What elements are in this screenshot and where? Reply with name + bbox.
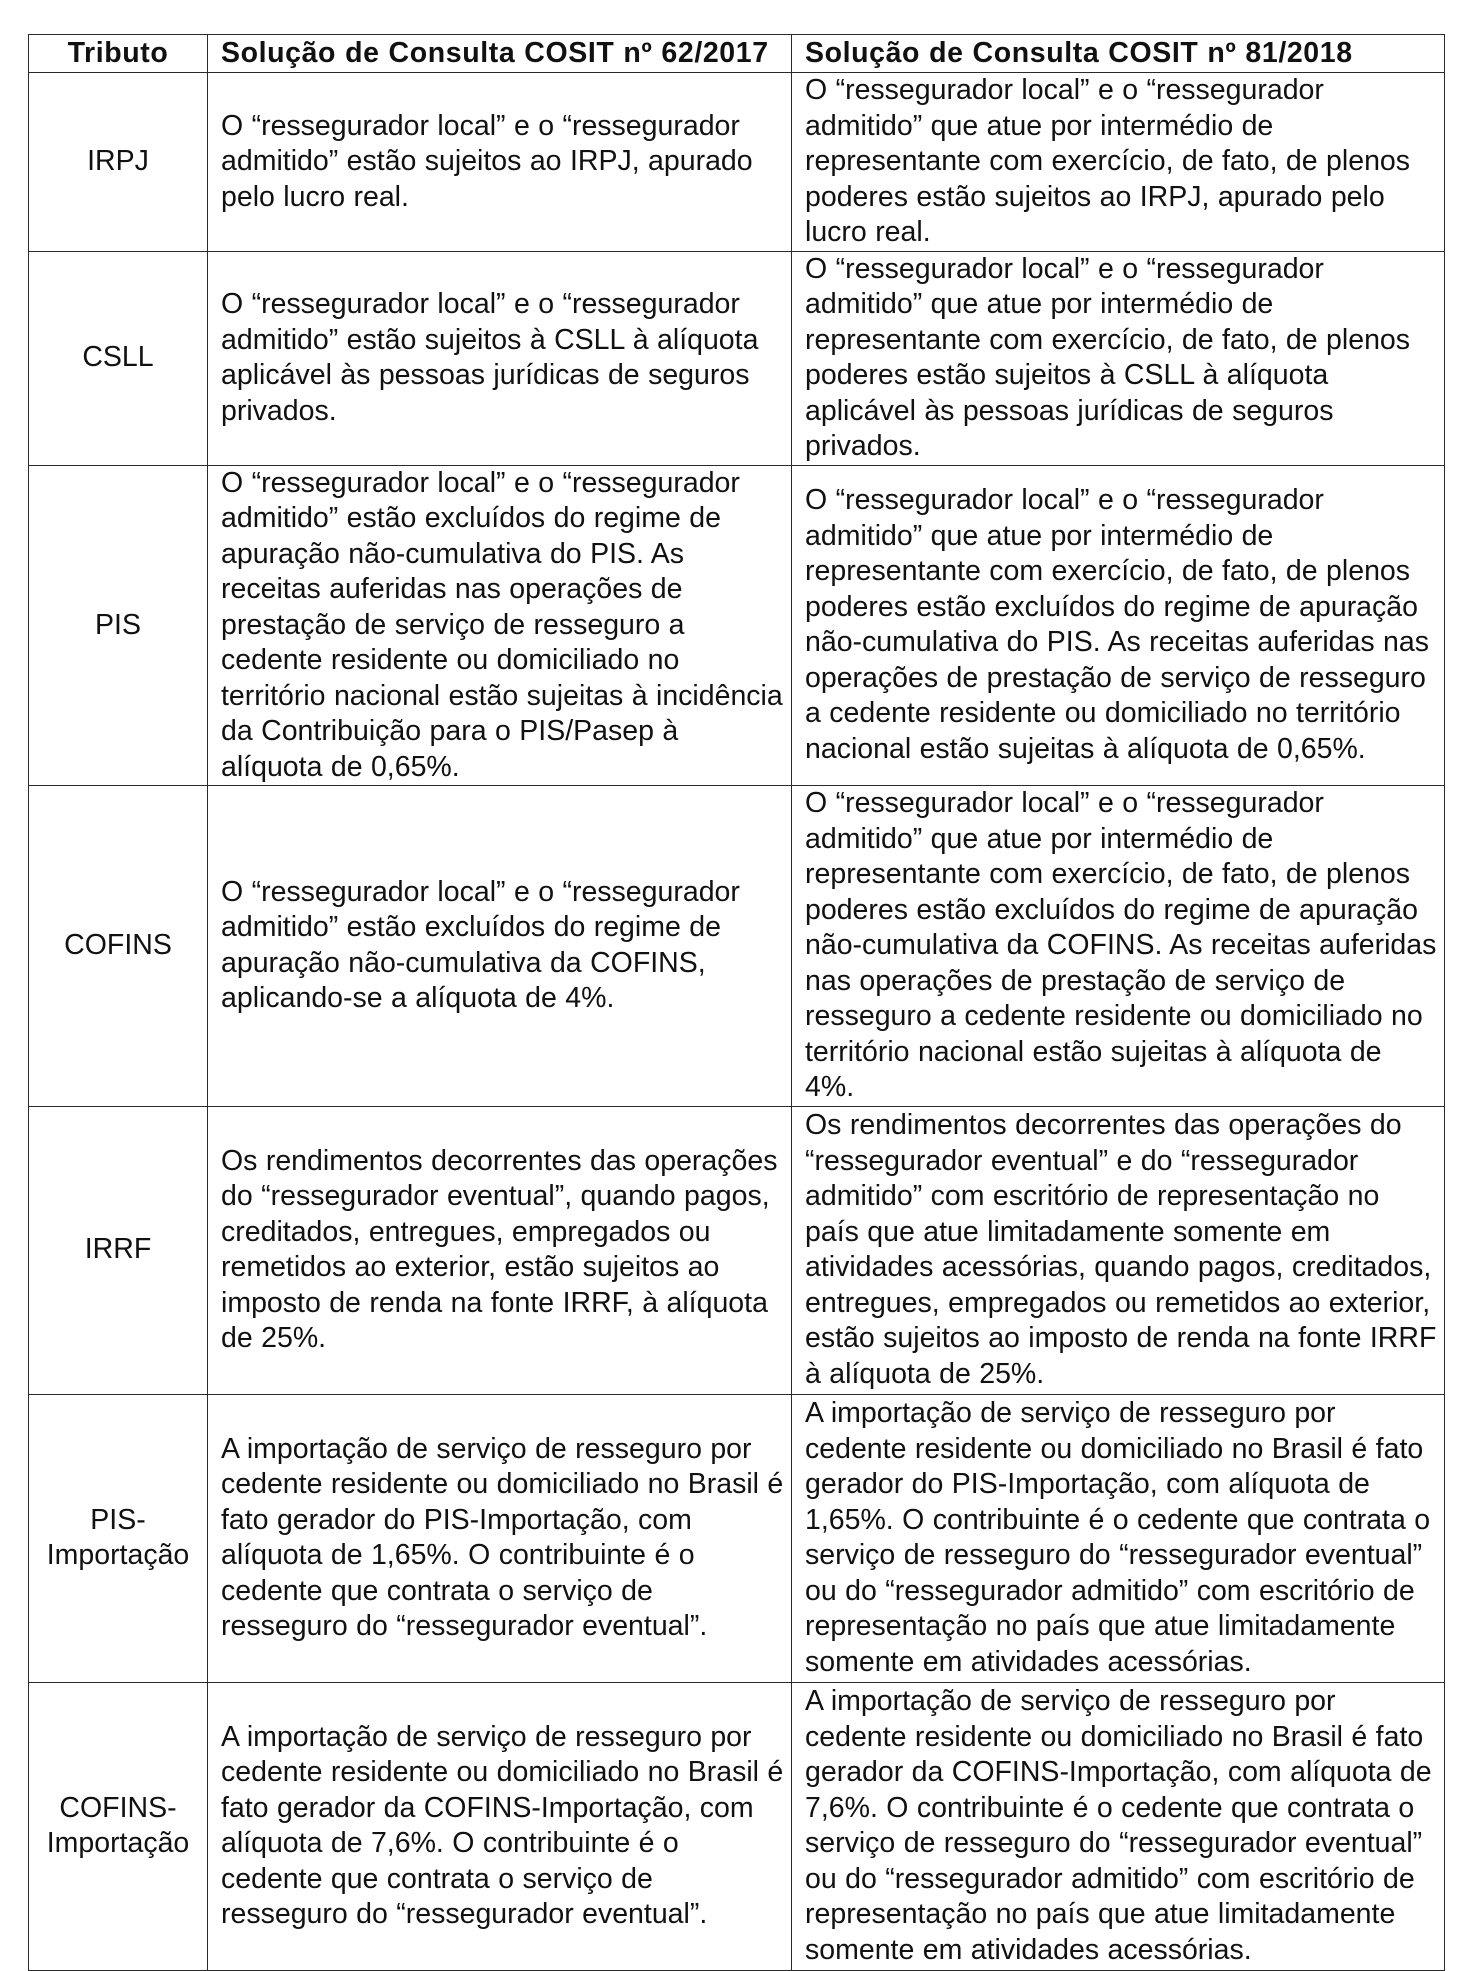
cosit-62-cell: O “ressegurador local” e o “ressegurador admitido” estão sujeitos à CSLL à alíquota aplicável às pessoas jurídicas de seguros privados.: [208, 251, 792, 465]
table-row: [29, 465, 1445, 786]
tributo-cell: IRPJ: [29, 73, 208, 252]
cosit-62-cell: O “ressegurador local” e o “ressegurador admitido” estão excluídos do regime de apuração não-cumulativa da COFINS, aplicando-se a alíquota de 4%.: [208, 786, 792, 1107]
cosit-81-cell: O “ressegurador local” e o “ressegurador admitido” que atue por intermédio de representante com exercício, de fato, de plenos poderes estão sujeitos à CSLL à alíquota aplicável às pessoas jurídicas de seguros privados.: [792, 251, 1445, 465]
table-header-row: [29, 35, 1445, 73]
comparison-table: [28, 34, 1445, 1971]
table-row: [29, 1106, 1445, 1394]
tributo-cell: IRRF: [29, 1106, 208, 1394]
cosit-62-cell: O “ressegurador local” e o “ressegurador admitido” estão sujeitos ao IRPJ, apurado pelo lucro real.: [208, 73, 792, 252]
header-tributo: Tributo: [29, 35, 208, 73]
tributo-cell: CSLL: [29, 251, 208, 465]
cosit-62-cell: A importação de serviço de resseguro por cedente residente ou domiciliado no Brasil é fato gerador da COFINS-Importação, com alíquota de 7,6%. O contribuinte é o cedente que contrata o serviço de resseguro do “ressegurador eventual”.: [208, 1682, 792, 1970]
header-cosit-62-2017: Solução de Consulta COSIT nº 62/2017: [208, 35, 792, 73]
table-row: [29, 786, 1445, 1107]
tributo-cell: PIS: [29, 465, 208, 786]
tributo-cell: COFINS-Importação: [29, 1682, 208, 1970]
table-row: [29, 1682, 1445, 1970]
tributo-cell: COFINS: [29, 786, 208, 1107]
table-row: [29, 73, 1445, 252]
table-row: [29, 1394, 1445, 1682]
document-page: [28, 34, 1445, 1971]
header-cosit-81-2018: Solução de Consulta COSIT nº 81/2018: [792, 35, 1445, 73]
cosit-81-cell: A importação de serviço de resseguro por cedente residente ou domiciliado no Brasil é fato gerador do PIS-Importação, com alíquota de 1,65%. O contribuinte é o cedente que contrata o serviço de resseguro do “ressegurador eventual” ou do “ressegurador admitido” com escritório de representação no país que atue limitadamente somente em atividades acessórias.: [792, 1394, 1445, 1682]
cosit-81-cell: O “ressegurador local” e o “ressegurador admitido” que atue por intermédio de representante com exercício, de fato, de plenos poderes estão excluídos do regime de apuração não-cumulativa da COFINS. As receitas auferidas nas operações de prestação de serviço de resseguro a cedente residente ou domiciliado no território nacional estão sujeitas à alíquota de 4%.: [792, 786, 1445, 1107]
table-row: [29, 251, 1445, 465]
cosit-62-cell: A importação de serviço de resseguro por cedente residente ou domiciliado no Brasil é fato gerador do PIS-Importação, com alíquota de 1,65%. O contribuinte é o cedente que contrata o serviço de resseguro do “ressegurador eventual”.: [208, 1394, 792, 1682]
cosit-81-cell: A importação de serviço de resseguro por cedente residente ou domiciliado no Brasil é fato gerador da COFINS-Importação, com alíquota de 7,6%. O contribuinte é o cedente que contrata o serviço de resseguro do “ressegurador eventual” ou do “ressegurador admitido” com escritório de representação no país que atue limitadamente somente em atividades acessórias.: [792, 1682, 1445, 1970]
cosit-62-cell: O “ressegurador local” e o “ressegurador admitido” estão excluídos do regime de apuração não-cumulativa do PIS. As receitas auferidas nas operações de prestação de serviço de resseguro a cedente residente ou domiciliado no território nacional estão sujeitas à incidência da Contribuição para o PIS/Pasep à alíquota de 0,65%.: [208, 465, 792, 786]
cosit-81-cell: Os rendimentos decorrentes das operações do “ressegurador eventual” e do “ressegurador admitido” com escritório de representação no país que atue limitadamente somente em atividades acessórias, quando pagos, creditados, entregues, empregados ou remetidos ao exterior, estão sujeitos ao imposto de renda na fonte IRRF à alíquota de 25%.: [792, 1106, 1445, 1394]
cosit-81-cell: O “ressegurador local” e o “ressegurador admitido” que atue por intermédio de representante com exercício, de fato, de plenos poderes estão sujeitos ao IRPJ, apurado pelo lucro real.: [792, 73, 1445, 252]
cosit-62-cell: Os rendimentos decorrentes das operações do “ressegurador eventual”, quando pagos, creditados, entregues, empregados ou remetidos ao exterior, estão sujeitos ao imposto de renda na fonte IRRF, à alíquota de 25%.: [208, 1106, 792, 1394]
tributo-cell: PIS-Importação: [29, 1394, 208, 1682]
cosit-81-cell: O “ressegurador local” e o “ressegurador admitido” que atue por intermédio de representante com exercício, de fato, de plenos poderes estão excluídos do regime de apuração não-cumulativa do PIS. As receitas auferidas nas operações de prestação de serviço de resseguro a cedente residente ou domiciliado no território nacional estão sujeitas à alíquota de 0,65%.: [792, 465, 1445, 786]
